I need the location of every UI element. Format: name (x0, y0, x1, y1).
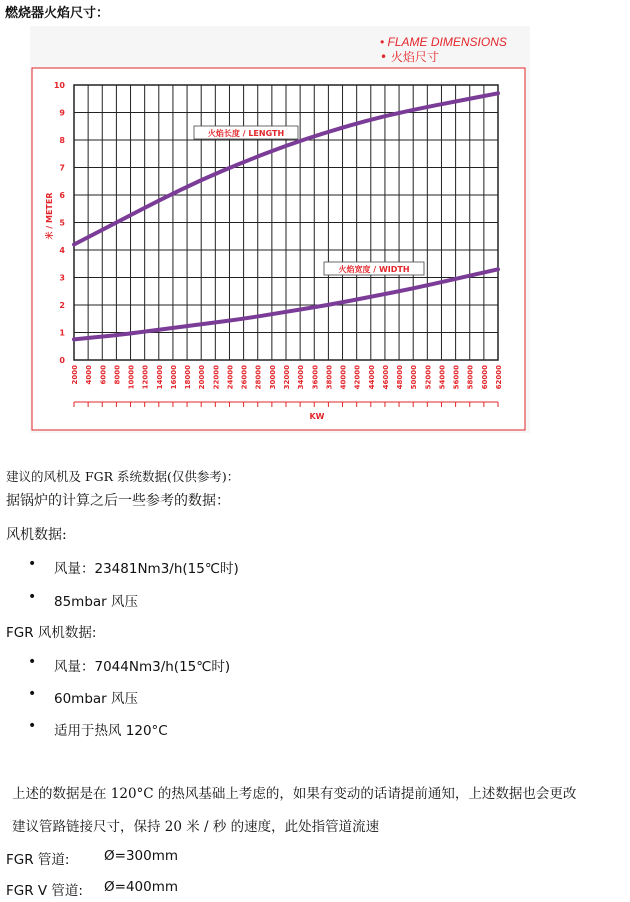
x-tick-label: 32000 (283, 365, 291, 390)
x-tick-label: 46000 (381, 365, 390, 390)
y-tick-label: 5 (59, 218, 65, 228)
flame-dimensions-chart (30, 26, 530, 433)
x-tick-label: 28000 (254, 365, 263, 390)
x-tick-label: 10000 (127, 365, 136, 390)
section-subtitle: 据锅炉的计算之后一些参考的数据： (6, 493, 230, 509)
section-title: 建议的风机及 FGR 系统数据(仅供参考)： (6, 469, 240, 484)
chart-title-en: • FLAME DIMENSIONS (380, 35, 507, 49)
chart-y-axis-label: 米 / METER (45, 192, 54, 240)
fgr-fan-data-title: FGR 风机数据: (6, 625, 97, 641)
x-tick-label: 6000 (99, 365, 108, 385)
x-tick-label: 50000 (410, 365, 419, 390)
bullet-icon: • (28, 589, 37, 605)
x-tick-label: 34000 (297, 365, 306, 390)
x-tick-label: 12000 (141, 365, 150, 390)
bullet-icon: • (28, 718, 37, 734)
y-tick-label: 2 (59, 301, 65, 310)
x-tick-label: 40000 (339, 365, 348, 390)
x-tick-label: 8000 (113, 365, 122, 385)
y-tick-label: 9 (59, 108, 65, 118)
x-tick-label: 14000 (155, 365, 164, 390)
y-tick-label: 0 (59, 356, 65, 365)
list-item: 风量：7044Nm3/h(15℃时) (54, 659, 231, 675)
chart-title-cn: • 火焰尺寸 (380, 50, 439, 64)
page-heading: 燃烧器火焰尺寸： (5, 6, 110, 21)
x-tick-label: 56000 (452, 365, 461, 390)
list-item: 85mbar 风压 (54, 594, 139, 610)
x-tick-label: 48000 (396, 365, 405, 390)
x-tick-label: 16000 (169, 365, 178, 390)
x-tick-label: 44000 (367, 365, 376, 390)
bullet-icon: • (28, 686, 37, 702)
fan-data-title: 风机数据: (6, 527, 67, 543)
series-label: 火焰宽度 / WIDTH (338, 265, 410, 274)
list-item: 适用于热风 120°C (54, 723, 168, 739)
bullet-icon: • (28, 556, 37, 572)
x-tick-label: 4000 (85, 365, 94, 385)
chart-x-axis-label: KW (309, 412, 325, 421)
x-tick-label: 38000 (325, 365, 334, 390)
y-tick-label: 6 (59, 191, 65, 200)
list-item: 风量：23481Nm3/h(15℃时) (54, 561, 239, 577)
x-tick-label: 58000 (466, 365, 475, 390)
x-tick-label: 20000 (198, 365, 207, 390)
x-tick-label: 30000 (268, 365, 277, 390)
list-item: 60mbar 风压 (54, 691, 139, 707)
note-line-2: 建议管路链接尺寸，保持 20 米 / 秒 的速度，此处指管道流速 (12, 819, 380, 835)
y-tick-label: 4 (59, 246, 65, 255)
pipe-value: Ø=400mm (104, 879, 179, 895)
chart-svg (30, 26, 530, 433)
pipe-label: FGR 管道: (6, 852, 70, 868)
bullet-icon: • (28, 654, 37, 670)
pipe-label: FGR V 管道: (6, 883, 83, 899)
x-tick-label: 52000 (424, 365, 433, 390)
x-tick-label: 62000 (495, 365, 503, 390)
x-tick-label: 24000 (226, 365, 235, 390)
x-tick-label: 26000 (240, 365, 249, 390)
y-tick-label: 10 (53, 81, 65, 90)
x-tick-label: 18000 (184, 365, 193, 390)
x-tick-label: 54000 (438, 365, 447, 390)
y-tick-label: 3 (59, 273, 65, 283)
x-tick-label: 60000 (480, 365, 489, 390)
y-tick-label: 1 (59, 328, 65, 338)
x-tick-label: 22000 (212, 365, 221, 390)
y-tick-label: 7 (59, 163, 65, 173)
series-label: 火焰长度 / LENGTH (207, 129, 285, 138)
x-tick-label: 42000 (353, 365, 362, 390)
x-tick-label: 36000 (311, 365, 320, 390)
y-tick-label: 8 (59, 136, 65, 145)
pipe-value: Ø=300mm (104, 848, 179, 864)
note-line-1: 上述的数据是在 120°C 的热风基础上考虑的，如果有变动的话请提前通知，上述数据也会更改 (12, 786, 577, 802)
x-tick-label: 2000 (71, 365, 79, 385)
